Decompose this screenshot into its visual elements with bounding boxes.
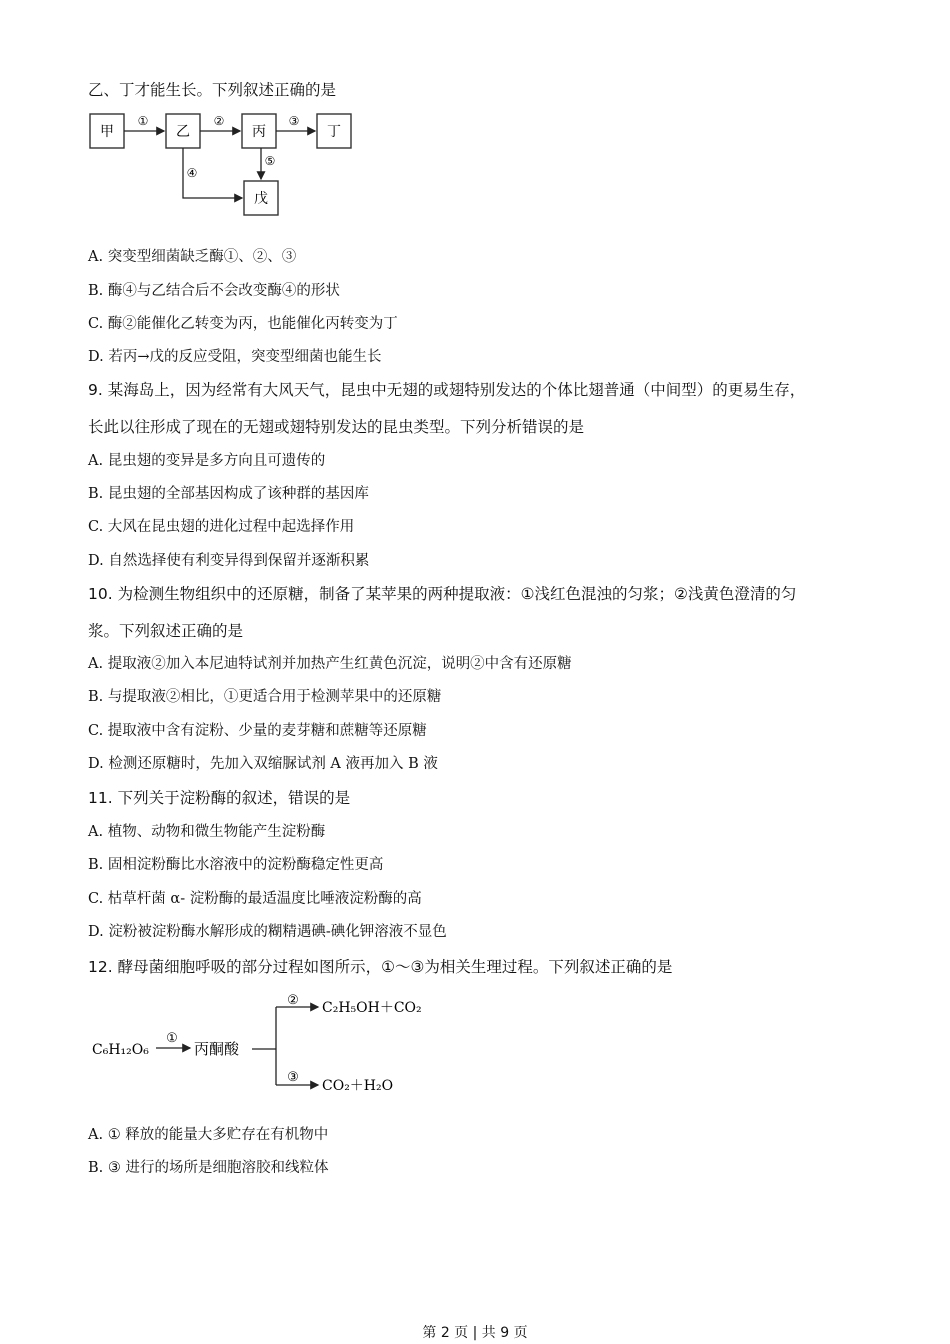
metabolic-pathway-diagram [86, 108, 386, 220]
step-3-label: ③ [287, 1070, 299, 1085]
q10-option-b: B. 与提取液②相比，①更适合用于检测苹果中的还原糖 [88, 689, 442, 705]
q11-option-a: A. 植物、动物和微生物能产生淀粉酶 [88, 824, 326, 840]
step-4-label: ④ [186, 166, 198, 180]
q9-option-a: A. 昆虫翅的变异是多方向且可遗传的 [88, 453, 326, 469]
glucose-formula: C₆H₁₂O₆ [92, 1042, 149, 1058]
product-anaerobic: C₂H₅OH＋CO₂ [322, 1000, 422, 1016]
q11-option-b: B. 固相淀粉酶比水溶液中的淀粉酶稳定性更高 [88, 857, 384, 873]
q9-option-b: B. 昆虫翅的全部基因构成了该种群的基因库 [88, 486, 369, 502]
q8-option-d: D. 若丙→戊的反应受阻，突变型细菌也能生长 [88, 349, 382, 365]
q10-option-a: A. 提取液②加入本尼迪特试剂并加热产生红黄色沉淀，说明②中含有还原糖 [88, 656, 572, 672]
pyruvate-label: 丙酮酸 [194, 1040, 240, 1058]
q11-stem: 11. 下列关于淀粉酶的叙述，错误的是 [88, 789, 351, 807]
node-jia: 甲 [100, 124, 114, 140]
step-3-label: ③ [288, 114, 300, 128]
q11-option-c: C. 枯草杆菌 α- 淀粉酶的最适温度比唾液淀粉酶的高 [88, 891, 422, 907]
q10-stem-line2: 浆。下列叙述正确的是 [88, 622, 244, 640]
page-footer: 第 2 页 | 共 9 页 [422, 1325, 528, 1341]
q9-option-c: C. 大风在昆虫翅的进化过程中起选择作用 [88, 519, 355, 535]
step-5-label: ⑤ [264, 154, 276, 168]
q12-option-a: A. ① 释放的能量大多贮存在有机物中 [88, 1127, 329, 1143]
q10-stem-line1: 10. 为检测生物组织中的还原糖，制备了某苹果的两种提取液：①浅红色混浊的匀浆；②浅黄色澄清的匀 [88, 585, 797, 603]
q9-stem-line1: 9. 某海岛上，因为经常有大风天气，昆虫中无翅的或翅特别发达的个体比翅普通（中间型）的更易生存， [88, 381, 806, 399]
product-aerobic: CO₂＋H₂O [322, 1078, 394, 1094]
q8-option-b: B. 酶④与乙结合后不会改变酶④的形状 [88, 283, 340, 299]
step-1-label: ① [166, 1031, 178, 1046]
q8-option-c: C. 酶②能催化乙转变为丙，也能催化丙转变为丁 [88, 316, 398, 332]
q12-stem: 12. 酵母菌细胞呼吸的部分过程如图所示，①～③为相关生理过程。下列叙述正确的是 [88, 958, 673, 976]
q9-option-d: D. 自然选择使有利变异得到保留并逐渐积累 [88, 553, 370, 569]
step-2-label: ② [213, 114, 225, 128]
node-ding: 丁 [327, 124, 341, 140]
q10-option-c: C. 提取液中含有淀粉、少量的麦芽糖和蔗糖等还原糖 [88, 723, 427, 739]
question-8-stem-tail: 乙、丁才能生长。下列叙述正确的是 [88, 81, 337, 99]
step-2-label: ② [287, 993, 299, 1008]
q9-stem-line2: 长此以往形成了现在的无翅或翅特别发达的昆虫类型。下列分析错误的是 [88, 418, 585, 436]
step-1-label: ① [137, 114, 149, 128]
q12-option-b: B. ③ 进行的场所是细胞溶胶和线粒体 [88, 1160, 329, 1176]
yeast-respiration-diagram [90, 990, 450, 1102]
q11-option-d: D. 淀粉被淀粉酶水解形成的糊精遇碘-碘化钾溶液不显色 [88, 924, 447, 940]
node-yi: 乙 [176, 124, 190, 140]
node-wu: 戊 [254, 191, 268, 207]
q8-option-a: A. 突变型细菌缺乏酶①、②、③ [88, 249, 297, 265]
q10-option-d: D. 检测还原糖时，先加入双缩脲试剂 A 液再加入 B 液 [88, 756, 438, 772]
node-bing: 丙 [252, 124, 266, 140]
